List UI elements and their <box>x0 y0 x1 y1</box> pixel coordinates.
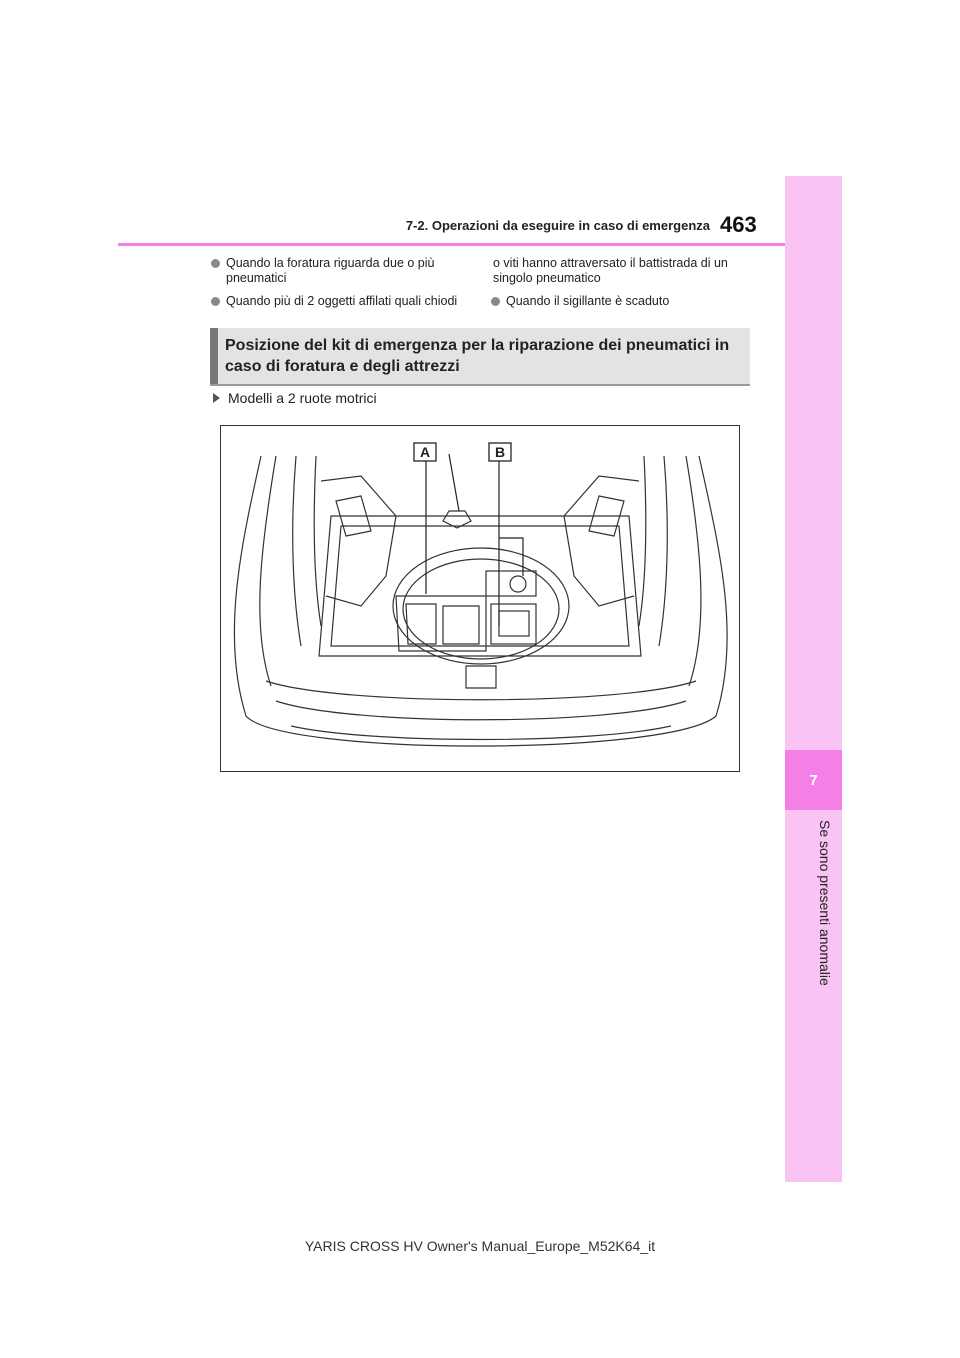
section-heading-box <box>210 328 750 386</box>
bullet-text: Quando il sigillante è scaduto <box>506 294 670 308</box>
subheading-text: Modelli a 2 ruote motrici <box>228 390 377 406</box>
chapter-number-badge: 7 <box>785 750 842 810</box>
footer-document-title: YARIS CROSS HV Owner's Manual_Europe_M52K64_it <box>304 1238 656 1254</box>
bullet-list-left-2 <box>211 294 481 309</box>
bullet-list-right <box>491 294 751 309</box>
chapter-title: Se sono presenti anomalie <box>817 820 833 986</box>
trunk-drawing <box>221 426 739 771</box>
bullet-dot-icon <box>491 297 500 306</box>
list-item <box>211 256 466 286</box>
callout-a-label: A <box>419 444 431 460</box>
bullet-dot-icon <box>211 259 220 268</box>
chapter-side-tab <box>785 176 842 1182</box>
heading-accent-bar <box>210 328 218 384</box>
trunk-illustration <box>220 425 740 772</box>
bullet-text: Quando più di 2 oggetti affilati quali chiodi <box>226 294 458 308</box>
list-item <box>491 294 751 309</box>
bullet-dot-icon <box>211 297 220 306</box>
bullet-text: Quando la foratura riguarda due o più pneumatici <box>226 256 435 285</box>
section-heading: Posizione del kit di emergenza per la riparazione dei pneumatici in caso di foratura e degli attrezzi <box>225 337 730 375</box>
list-item <box>211 294 481 309</box>
bullet-list-left <box>211 256 466 286</box>
subheading <box>213 390 377 406</box>
header-rule <box>118 243 785 246</box>
bullet-continuation: o viti hanno attraversato il battistrada di un singolo pneumatico <box>493 256 728 285</box>
section-title: 7-2. Operazioni da eseguire in caso di emergenza <box>405 218 710 233</box>
triangle-bullet-icon <box>213 393 220 403</box>
page-number: 463 <box>720 212 757 237</box>
callout-b-label: B <box>494 444 506 460</box>
